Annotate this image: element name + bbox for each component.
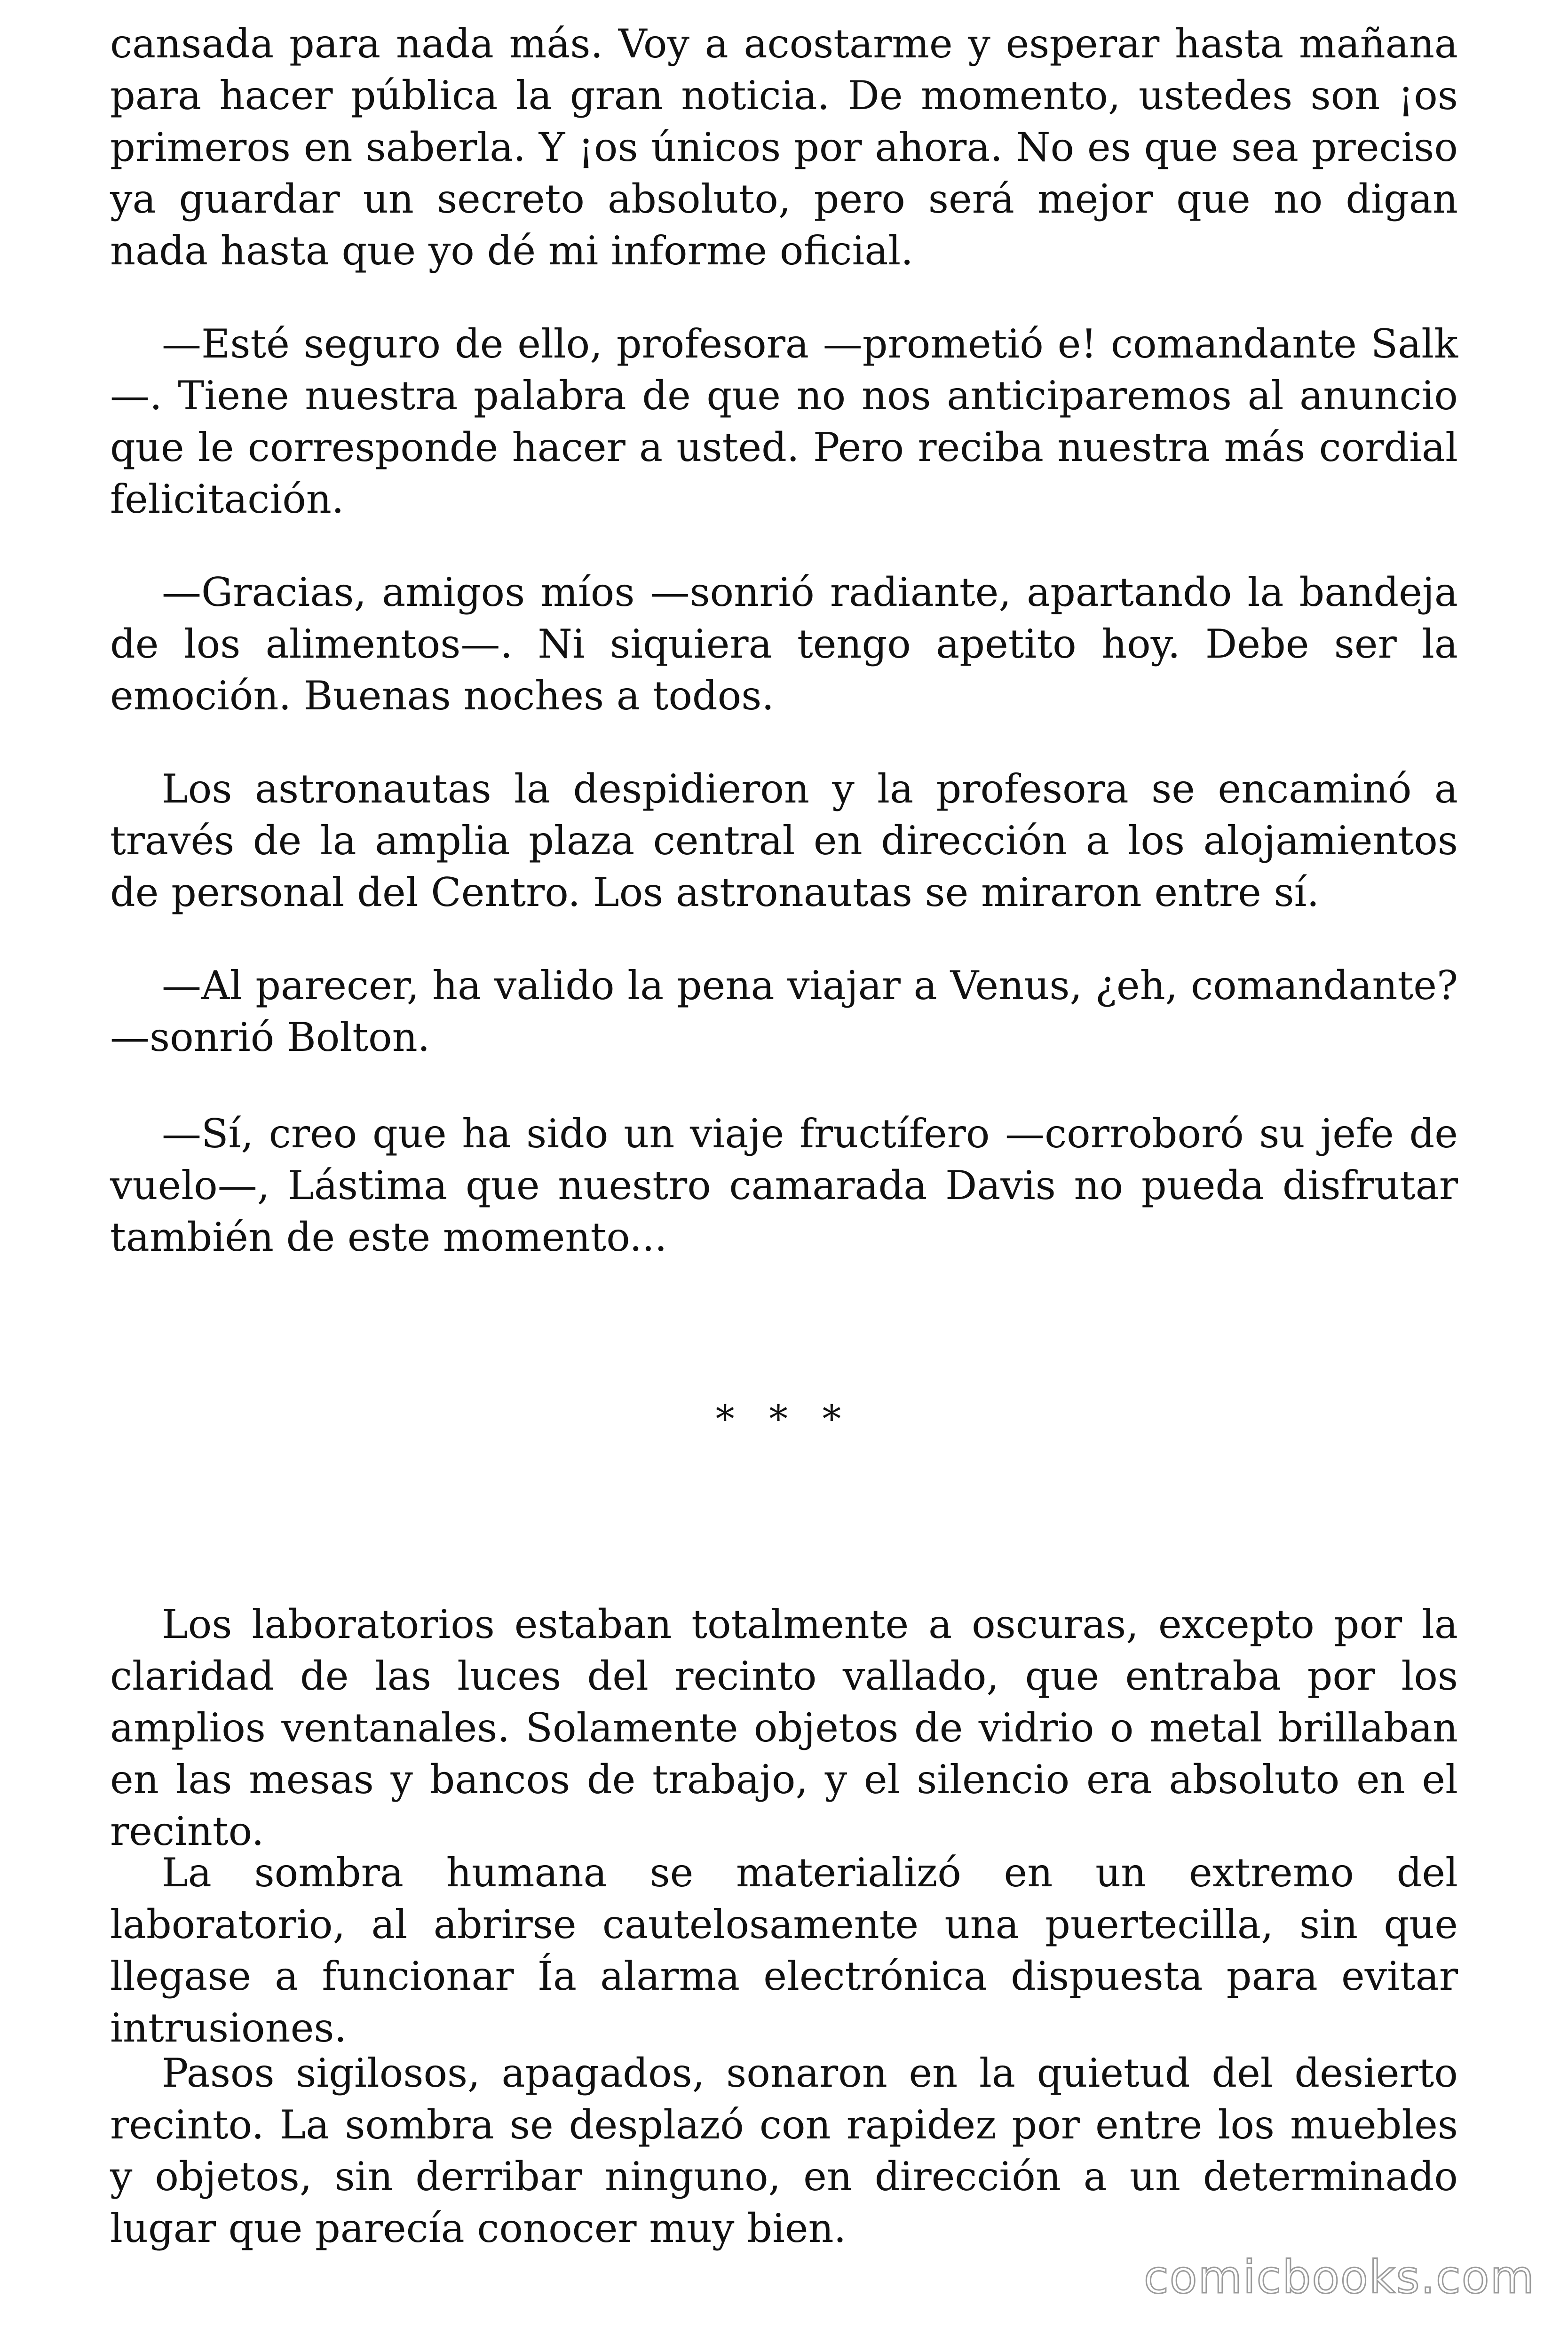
paragraph-5: —Al parecer, ha valido la pena viajar a Venus, ¿eh, comandante? —sonrió Bolton. xyxy=(110,962,1458,1060)
watermark-logo: comicbooks.com xyxy=(1143,2251,1535,2304)
section-separator: * * * xyxy=(715,1397,853,1441)
paragraph-8: La sombra humana se materializó en un extremo del laboratorio, al abrirse cautelosamente una puertecilla, sin que llegase a funcionar Ía alarma electrónica dispuesta para evitar intrusiones. xyxy=(110,1850,1458,2051)
paragraph-6: —Sí, creo que ha sido un viaje fructífero —corroboró su jefe de vuelo—, Lástima que nuestro camarada Davis no pueda disfrutar también de este momento... xyxy=(110,1111,1458,1260)
paragraph-4: Los astronautas la despidieron y la profesora se encaminó a través de la amplia plaza central en dirección a los alojamientos de personal del Centro. Los astronautas se miraron entre sí. xyxy=(110,766,1458,915)
paragraph-2: —Esté seguro de ello, profesora —prometió e! comandante Salk—. Tiene nuestra palabra de que no nos anticiparemos al anuncio que le corresponde hacer a usted. Pero reciba nuestra más cordial felicitación. xyxy=(110,321,1458,522)
paragraph-1: cansada para nada más. Voy a acostarme y esperar hasta mañana para hacer pública la gran noticia. De momento, ustedes son ¡os primeros en saberla. Y ¡os únicos por ahora. No es que sea preciso ya guardar un secreto absoluto, pero será mejor que no digan nada hasta que yo dé mi informe oficial. xyxy=(110,21,1458,274)
paragraph-9: Pasos sigilosos, apagados, sonaron en la quietud del desierto recinto. La sombra se desplazó con rapidez por entre los muebles y objetos, sin derribar ninguno, en dirección a un determinado lugar que parecía conocer muy bien. xyxy=(110,2050,1458,2251)
paragraph-7: Los laboratorios estaban totalmente a oscuras, excepto por la claridad de las luces del recinto vallado, que entraba por los amplios ventanales. Solamente objetos de vidrio o metal brillaban en las mesas y bancos de trabajo, y el silencio era absoluto en el recinto. xyxy=(110,1601,1458,1854)
paragraph-3: —Gracias, amigos míos —sonrió radiante, apartando la bandeja de los alimentos—. Ni siquiera tengo apetito hoy. Debe ser la emoción. Buenas noches a todos. xyxy=(110,569,1458,719)
